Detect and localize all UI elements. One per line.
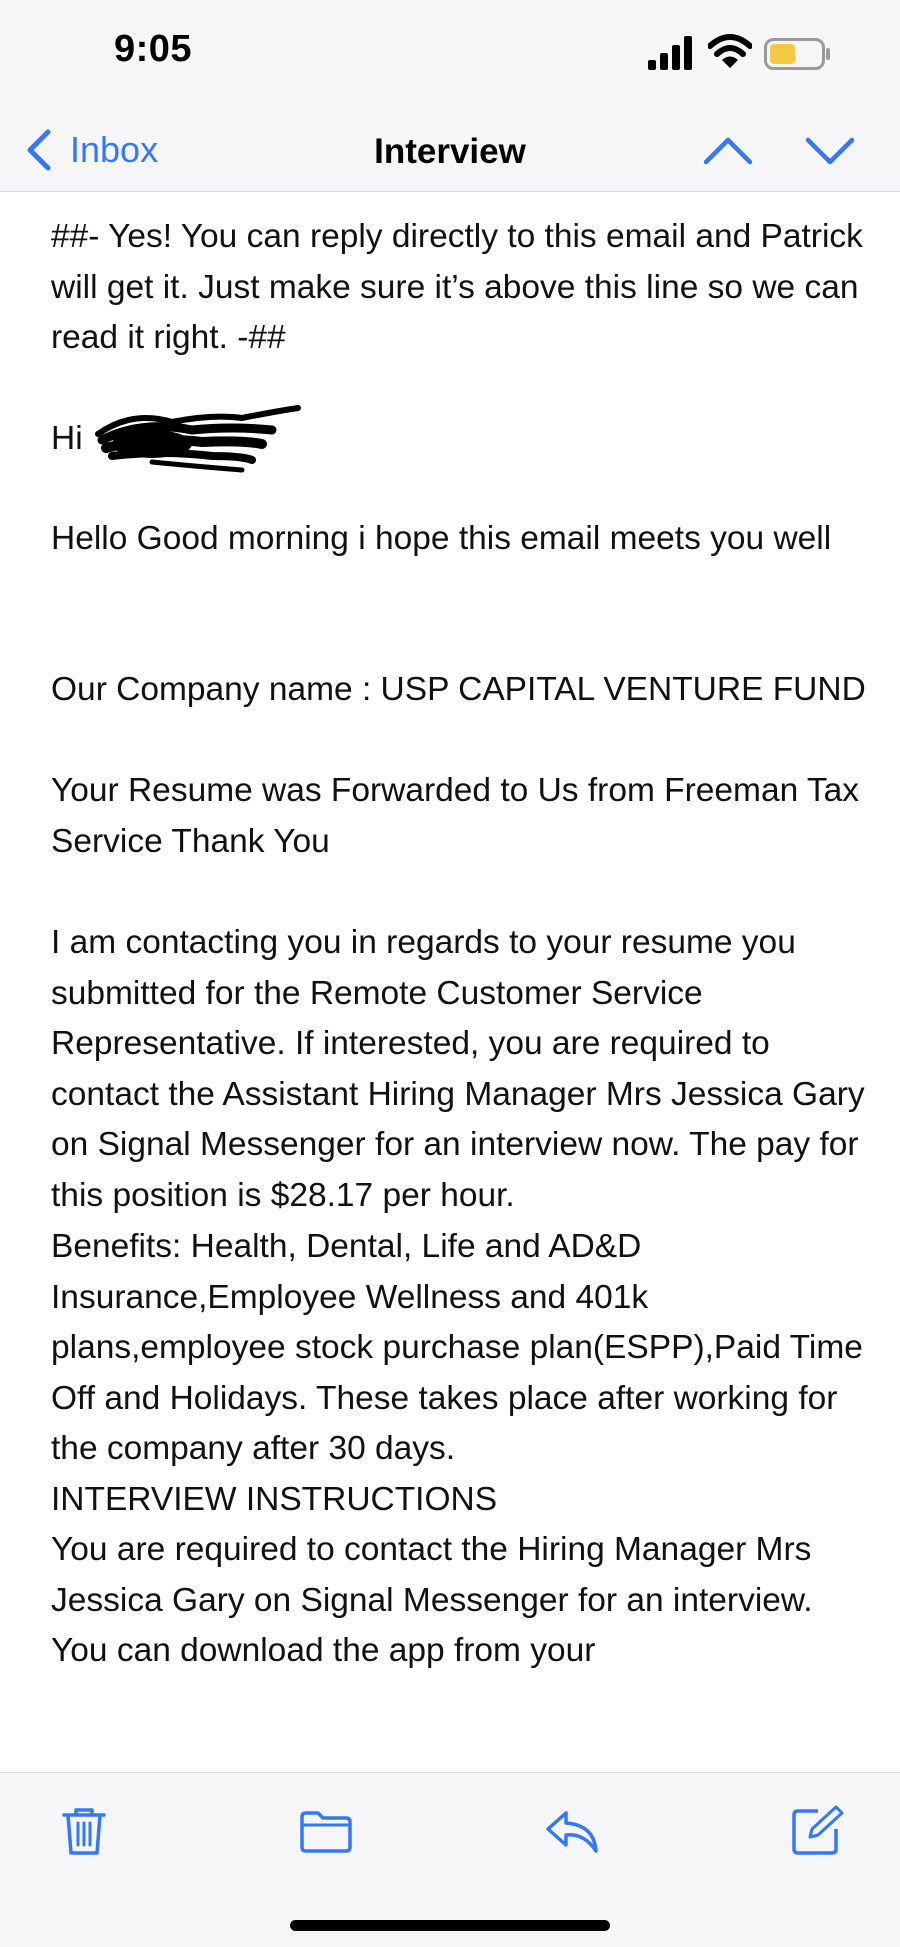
battery-icon xyxy=(764,38,832,70)
cellular-signal-icon xyxy=(648,36,696,70)
email-paragraph: ##- Yes! You can reply directly to this email and Patrick will get it. Just make sure it’s above this line so we can read it right. -## xyxy=(51,218,863,356)
email-greeting: Hi xyxy=(51,420,83,457)
compose-button[interactable] xyxy=(788,1803,844,1859)
email-paragraph: Your Resume was Forwarded to Us from Freeman Tax Service Thank You xyxy=(51,772,860,860)
trash-icon xyxy=(56,1803,112,1859)
compose-icon xyxy=(788,1803,844,1859)
email-body xyxy=(0,192,900,1772)
email-section-heading: INTERVIEW INSTRUCTIONS xyxy=(51,1481,498,1518)
email-paragraph: Hello Good morning i hope this email meets you well xyxy=(51,520,832,557)
move-to-folder-button[interactable] xyxy=(298,1803,354,1859)
email-paragraph: You are required to contact the Hiring Manager Mrs Jessica Gary on Signal Messenger for an interview. You can download the app from your xyxy=(51,1531,813,1669)
status-time: 9:05 xyxy=(114,28,193,70)
home-indicator xyxy=(290,1920,610,1931)
wifi-icon xyxy=(708,34,752,70)
delete-button[interactable] xyxy=(56,1803,112,1859)
reply-icon xyxy=(544,1803,600,1859)
email-paragraph: Our Company name : USP CAPITAL VENTURE FUND xyxy=(51,671,866,708)
page-title: Interview xyxy=(374,132,526,171)
folder-icon xyxy=(298,1803,354,1859)
next-message-button[interactable] xyxy=(804,128,856,174)
nav-bar xyxy=(0,110,900,192)
email-paragraph: I am contacting you in regards to your resume you submitted for the Remote Customer Service Representative. If interested, you are required to contact the Assistant Hiring Manager Mrs Jessica Gary on Signal Messenger for an interview now. The pay for this position is $28.17 per hour. xyxy=(51,924,865,1214)
back-label: Inbox xyxy=(70,129,159,170)
email-paragraph: Benefits: Health, Dental, Life and AD&D Insurance,Employee Wellness and 401k plans,employee stock purchase plan(ESPP),Paid Time Off and Holidays. These takes place after working for the company after 30 days. xyxy=(51,1228,863,1467)
reply-button[interactable] xyxy=(544,1803,600,1859)
status-bar xyxy=(0,0,900,110)
previous-message-button[interactable] xyxy=(702,128,754,174)
redaction-scribble xyxy=(92,400,302,480)
